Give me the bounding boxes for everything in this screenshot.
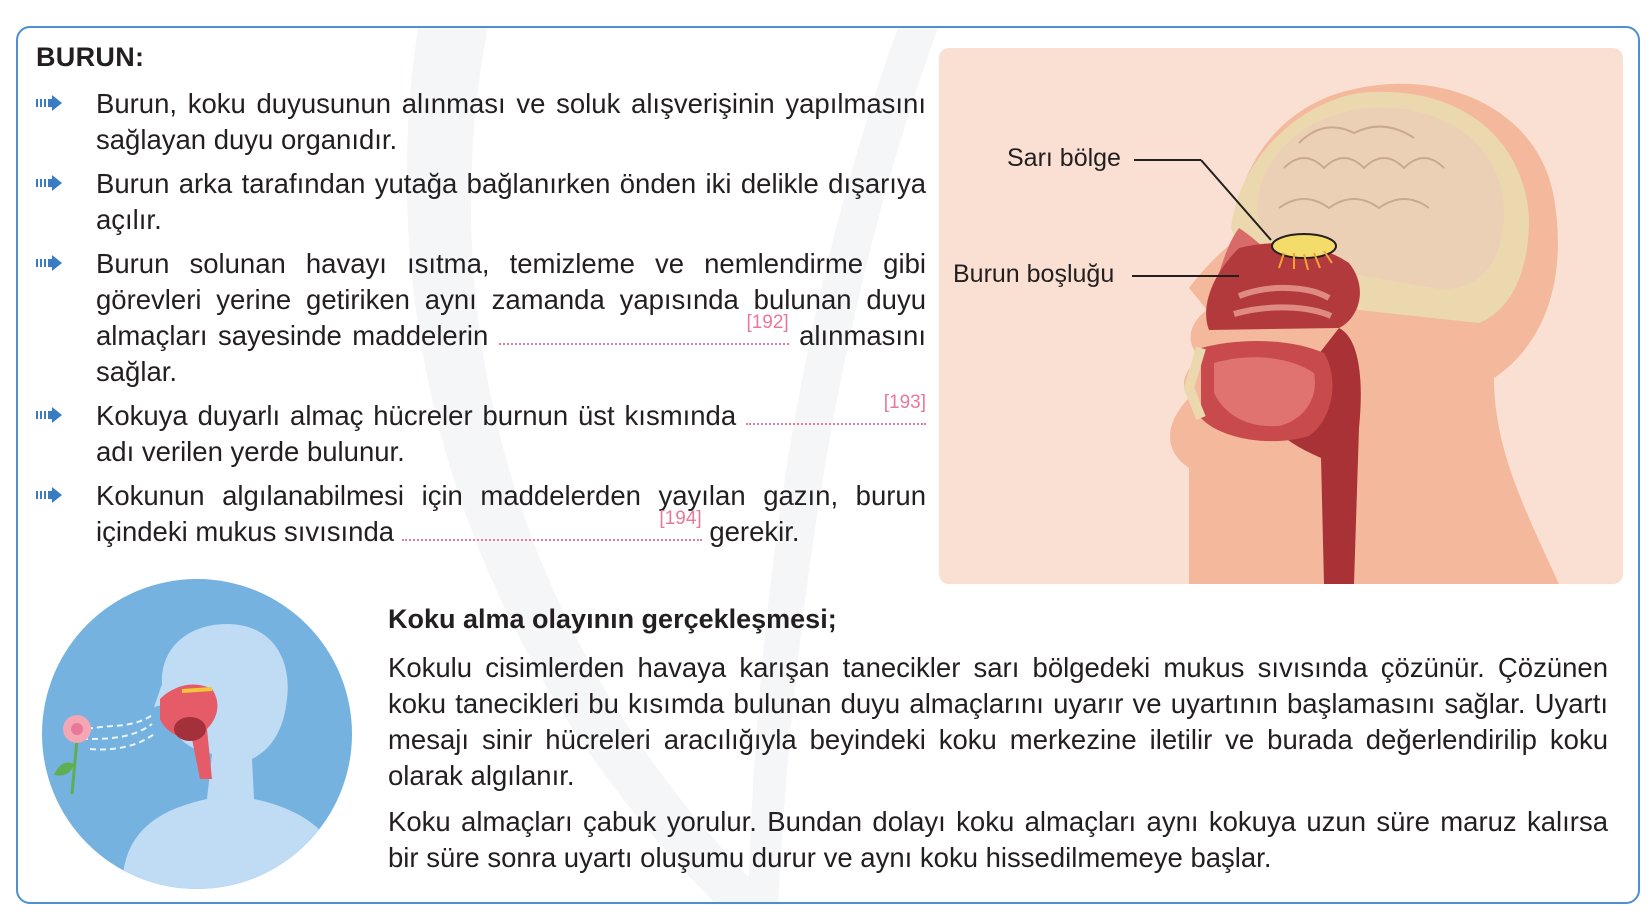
bullet-text: Burun solunan havayı ısıtma, temizleme ve nemlendirme gibi görevleri yerine getiriken aynı zamanda yapısında bulunan duyu almaçları sayesinde maddelerin bbox=[96, 248, 926, 351]
label-nasal-cavity: Burun boşluğu bbox=[953, 260, 1115, 288]
arrow-bullet-icon bbox=[36, 175, 62, 191]
answer-blank-193[interactable] bbox=[746, 392, 927, 425]
bullet-text: Kokuya duyarlı almaç hücreler burnun üst kısmında bbox=[96, 400, 737, 431]
paragraph-2: Koku almaçları çabuk yorulur. Bundan dolayı koku almaçları aynı kokuya uzun süre maruz kalırsa bir süre sonra uyartı oluşumu durur ve aynı koku hissedilmemeye başlar. bbox=[388, 806, 1608, 873]
bullet-text: Kokunun algılanabilmesi için maddelerden yayılan gazın, burun içindeki mukus sıvısında bbox=[96, 480, 926, 547]
blank-number: [194] bbox=[659, 508, 702, 529]
person-smelling-flower bbox=[42, 579, 352, 889]
bullet-list bbox=[36, 86, 926, 558]
bullet-item bbox=[36, 478, 926, 550]
page-title: BURUN: bbox=[36, 42, 145, 72]
section-heading: Koku alma olayının gerçekleşmesi; bbox=[388, 604, 837, 634]
bullet-item bbox=[36, 392, 927, 470]
bullet-text: Burun arka tarafından yutağa bağlanırken önden iki delikle dışarıya açılır. bbox=[96, 168, 926, 235]
nose-anatomy-figure bbox=[939, 48, 1623, 584]
arrow-bullet-icon bbox=[36, 95, 62, 111]
paragraph-1: Kokulu cisimlerden havaya karışan tanecikler sarı bölgedeki mukus sıvısında çözünür. Çözünen koku tanecikleri bu kısımda bulunan duyu almaçlarını uyarır ve uyartının başlamasını sağlar. Uyartı mesajı sinir hücreleri aracılığıyla beyindeki koku merkezine iletilir ve burada değerlendirilip koku olarak algılanır. bbox=[388, 652, 1608, 791]
bullet-text: Burun, koku duyusunun alınması ve soluk alışverişinin yapılmasını sağlayan duyu organıdır. bbox=[96, 88, 926, 155]
arrow-bullet-icon bbox=[36, 407, 62, 423]
smelling-illustration bbox=[42, 579, 352, 889]
blank-number: [192] bbox=[746, 312, 789, 333]
bullet-text: alınmasını sağlar. bbox=[96, 320, 926, 387]
bullet-text: gerekir. bbox=[709, 516, 800, 547]
bullet-item bbox=[36, 86, 926, 158]
arrow-bullet-icon bbox=[36, 487, 62, 503]
blank-number: [193] bbox=[883, 392, 927, 413]
bullet-text: adı verilen yerde bulunur. bbox=[96, 436, 405, 467]
bullet-item bbox=[36, 246, 926, 390]
answer-blank-192[interactable] bbox=[499, 312, 789, 345]
bullet-item bbox=[36, 166, 926, 238]
label-yellow-region: Sarı bölge bbox=[1007, 144, 1121, 172]
content-frame bbox=[16, 26, 1640, 904]
head-cross-section bbox=[939, 48, 1623, 584]
answer-blank-194[interactable] bbox=[402, 508, 702, 541]
arrow-bullet-icon bbox=[36, 255, 62, 271]
